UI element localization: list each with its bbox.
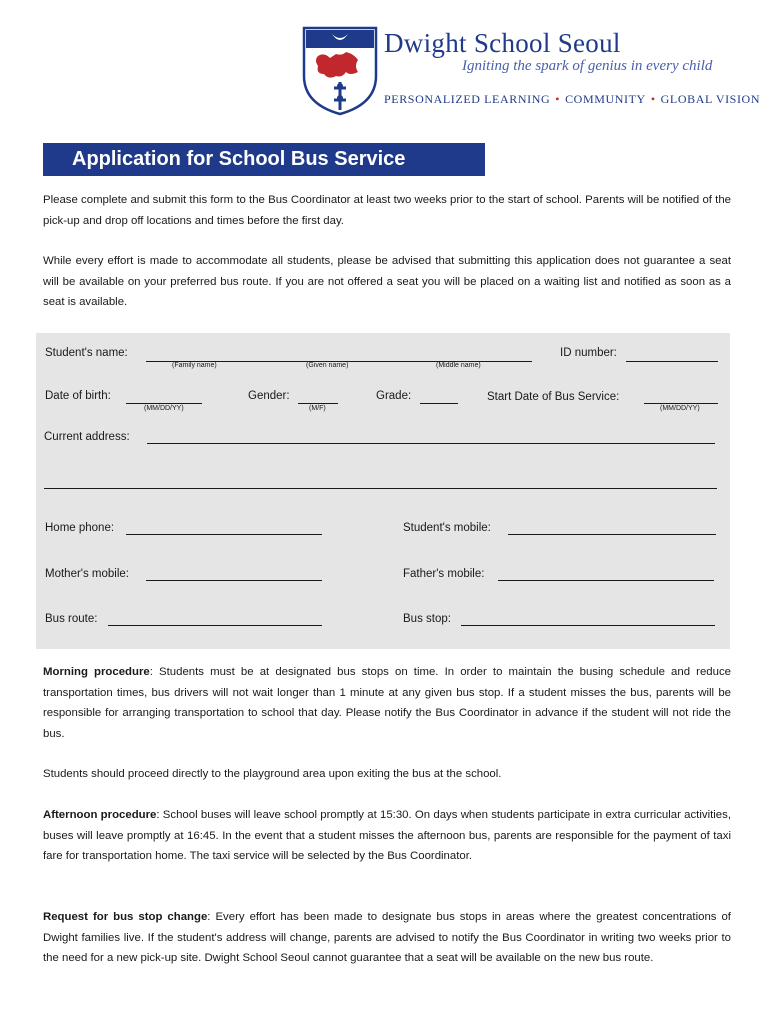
bus-stop-label: Bus stop: <box>403 613 451 625</box>
dob-label: Date of birth: <box>45 390 111 402</box>
father-mobile-field[interactable] <box>498 580 714 581</box>
bus-route-label: Bus route: <box>45 613 98 625</box>
current-address-field[interactable] <box>147 443 715 444</box>
student-name-label: Student's name: <box>45 347 128 359</box>
school-name: Dwight School Seoul <box>384 28 621 58</box>
gender-label: Gender: <box>248 390 290 402</box>
school-vision <box>384 92 760 107</box>
id-number-field[interactable] <box>626 361 718 362</box>
playground-paragraph: Students should proceed directly to the playground area upon exiting the bus at the school. <box>43 768 502 780</box>
mother-mobile-field[interactable] <box>146 580 322 581</box>
page-title: Application for School Bus Service <box>72 148 406 170</box>
bus-stop-field[interactable] <box>461 625 715 626</box>
gender-field[interactable] <box>298 403 338 404</box>
student-mobile-label: Student's mobile: <box>403 522 491 534</box>
morning-procedure-title: Morning procedure <box>43 666 150 678</box>
bus-route-field[interactable] <box>108 625 322 626</box>
vision-separator: • <box>555 92 561 106</box>
school-crest-logo <box>302 26 378 116</box>
vision-item-global: GLOBAL VISION <box>660 92 761 106</box>
dob-hint: (MM/DD/YY) <box>144 405 184 412</box>
title-bar <box>43 143 485 176</box>
mother-mobile-label: Mother's mobile: <box>45 568 130 580</box>
start-date-label: Start Date of Bus Service: <box>487 391 620 403</box>
start-date-hint: (MM/DD/YY) <box>660 405 700 412</box>
morning-procedure-text: : Students must be at designated bus stops on time. In order to maintain the busing schedule and reduce transportation times, bus drivers will not wait longer than 1 minute at any given bus stop. If a student misses the bus, parents will be responsible for arranging transportation to school that day. Please notify the Bus Coordinator in advance if the student will not ride the bus. <box>43 666 731 740</box>
bus-stop-change-paragraph <box>43 907 731 969</box>
start-date-field[interactable] <box>644 403 718 404</box>
vision-item-learning: PERSONALIZED LEARNING <box>384 92 551 106</box>
afternoon-procedure-title: Afternoon procedure <box>43 809 157 821</box>
grade-field[interactable] <box>420 403 458 404</box>
intro-paragraph-1: Please complete and submit this form to the Bus Coordinator at least two weeks prior to the start of school. Parents will be notified of the pick-up and drop off locations and times before the first day. <box>43 194 731 227</box>
afternoon-procedure-paragraph <box>43 805 731 867</box>
bus-stop-change-text: : Every effort has been made to designate bus stops in areas where the greatest concentrations of Dwight families live. If the student's address will change, parents are advised to notify the Bus Coordinator in writing two weeks prior to the need for a new pick-up site. Dwight School Seoul cannot guarantee that a seat will be available on the new bus route. <box>43 911 731 965</box>
family-name-hint: (Family name) <box>172 362 217 369</box>
student-mobile-field[interactable] <box>508 534 716 535</box>
bus-stop-change-title: Request for bus stop change <box>43 911 208 923</box>
afternoon-procedure-text: : School buses will leave school promptly at 15:30. On days when students participate in extra curricular activities, buses will leave promptly at 16:45. In the event that a student misses the afternoon bus, parents are responsible for the payment of taxi fare for transportation home. The taxi service will be selected by the Bus Coordinator. <box>43 809 731 863</box>
dob-field[interactable] <box>126 403 202 404</box>
home-phone-label: Home phone: <box>45 522 115 534</box>
father-mobile-label: Father's mobile: <box>403 568 485 580</box>
middle-name-hint: (Middle name) <box>436 362 481 369</box>
id-number-label: ID number: <box>560 347 617 359</box>
gender-hint: (M/F) <box>309 405 326 412</box>
intro-paragraph-2: While every effort is made to accommodate all students, please be advised that submitting this application does not guarantee a seat will be available on your preferred bus route. If you are not offered a seat you will be placed on a waiting list and notified as soon as a seat is available. <box>43 255 731 309</box>
application-form <box>36 333 730 649</box>
given-name-hint: (Given name) <box>306 362 349 369</box>
school-tagline: Igniting the spark of genius in every child <box>462 58 713 74</box>
vision-separator: • <box>650 92 656 106</box>
grade-label: Grade: <box>376 390 412 402</box>
vision-item-community: COMMUNITY <box>565 92 646 106</box>
current-address-label: Current address: <box>44 431 130 443</box>
morning-procedure-paragraph <box>43 662 731 744</box>
current-address-field-line-2[interactable] <box>44 488 717 489</box>
home-phone-field[interactable] <box>126 534 322 535</box>
